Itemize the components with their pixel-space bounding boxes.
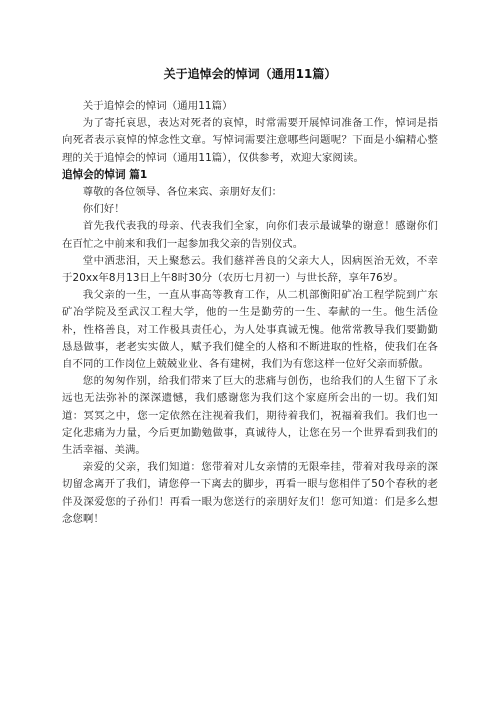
body-paragraph: 堂中洒悲泪，天上聚愁云。我们慈祥善良的父亲大人，因病医治无效，不幸于20xx年8月13日上午8时30分（农历七月初一）与世长辞，享年76岁。 (62, 254, 438, 285)
greeting: 你们好！ (82, 203, 125, 216)
intro-title: 关于追悼会的悼词（通用11篇） (82, 100, 233, 112)
salutation: 尊敬的各位领导、各位来宾、亲朋好友们： (82, 186, 283, 199)
body-paragraph: 我父亲的一生，一直从事高等教育工作，从二机部衡阳矿冶工程学院到广东矿冶学院及至武汉工程大学，他的一生是勤劳的一生、奉献的一生。他生活俭朴，性格善良，对工作极具责任心，为人处事真诚无愧。他常常教导我们要勤勤恳恳做事，老老实实做人，赋予我们健全的人格和不断进取的性格，使我们在各自不同的工作岗位上兢兢业业、各有建树，我们为有您这样一位好父亲而骄傲。 (62, 289, 438, 371)
document-title: 关于追悼会的悼词（通用11篇） (163, 67, 337, 81)
intro-paragraph: 为了寄托哀思，表达对死者的哀悼，时常需要开展悼词准备工作，悼词是指向死者表示哀悼的悼念性文章。写悼词需要注意哪些问题呢？下面是小编精心整理的关于追悼会的悼词（通用11篇），仅供参考，欢迎大家阅读。 (62, 117, 438, 164)
body-paragraph: 首先我代表我的母亲、代表我们全家，向你们表示最诚挚的谢意！感谢你们在百忙之中前来和我们一起参加我父亲的告别仪式。 (62, 220, 438, 250)
body-paragraph: 您的匆匆作别，给我们带来了巨大的悲痛与创伤，也给我们的人生留下了永远也无法弥补的深深遗憾，我们感谢您为我们这个家庭所会出的一切。我们知道：冥冥之中，您一定依然在注视着我们，期待着我们，祝福着我们。我们也一定化悲痛为力量，今后更加勤勉做事，真诚待人，让您在另一个世界看到我们的生活幸福、美满。 (62, 375, 438, 457)
body-paragraph: 亲爱的父亲，我们知道：您带着对儿女亲情的无限牵挂，带着对我母亲的深切留念离开了我们，请您停一下离去的脚步，再看一眼与您相伴了50个春秋的老伴及深爱您的子孙们！再看一眼为您送行的亲朋好友们！您可知道：们是多么想念您啊！ (62, 461, 438, 525)
section-heading: 追悼会的悼词 篇1 (62, 168, 148, 181)
